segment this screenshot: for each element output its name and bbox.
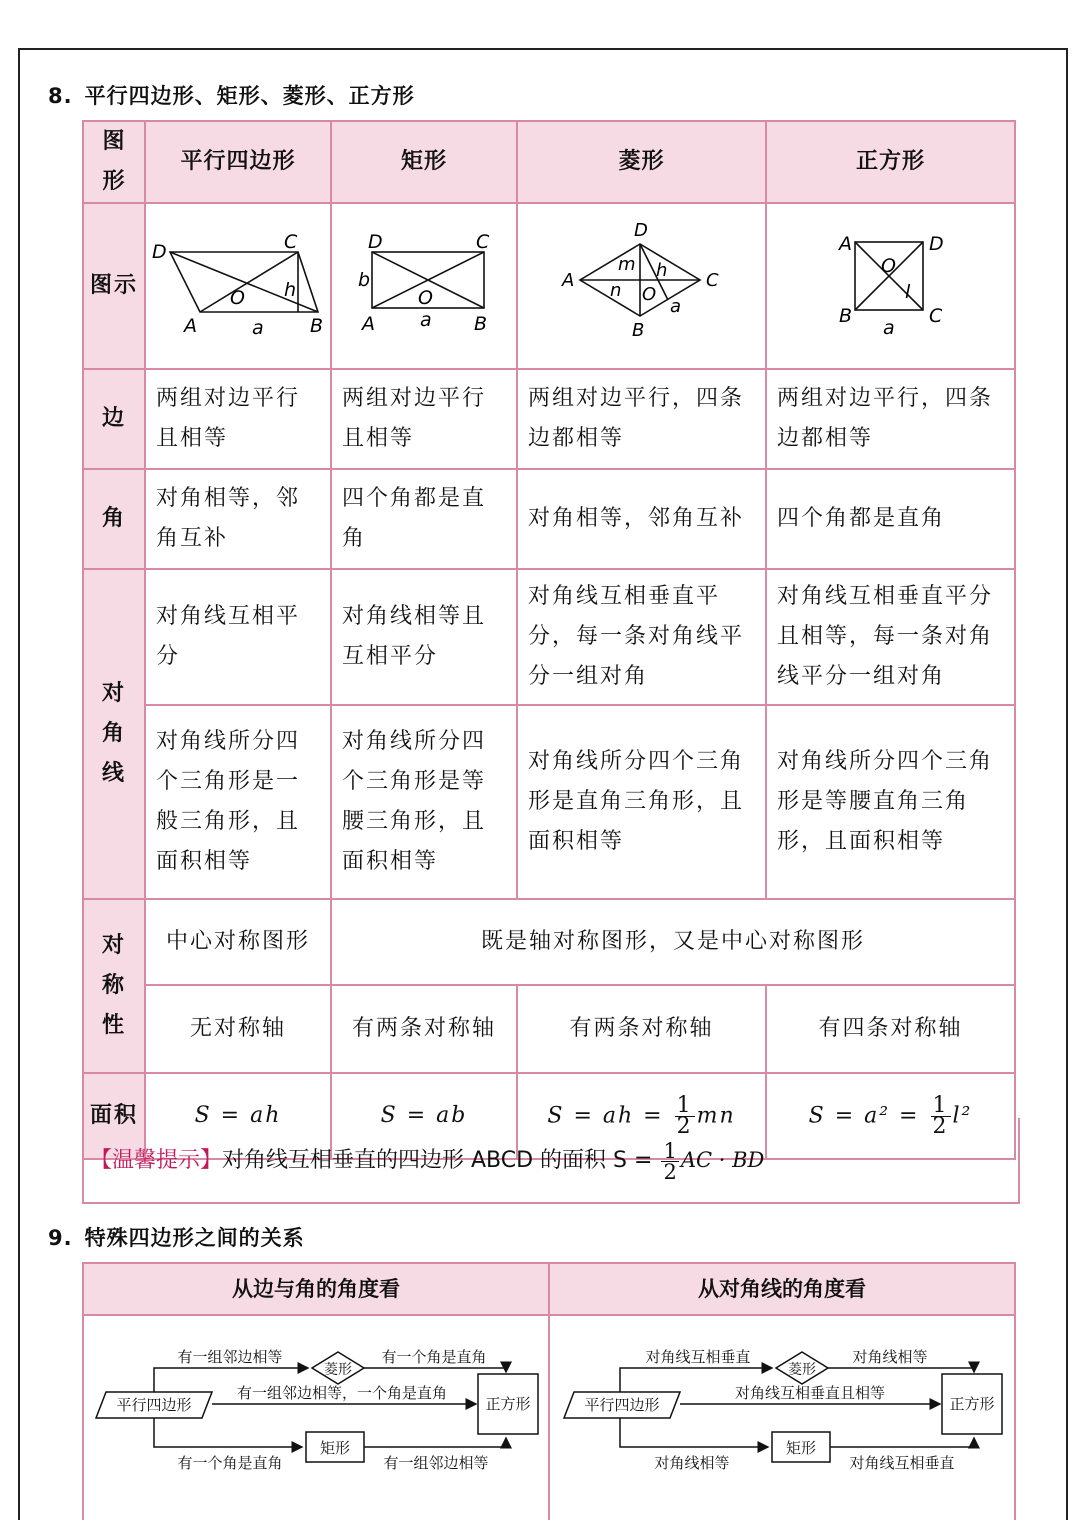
area-rectangle: S = ab [331, 1073, 517, 1159]
square-diagram [767, 204, 1016, 354]
table-row-symmetry-2 [83, 985, 1015, 1073]
diagonal-square: 对角线互相垂直平分且相等，每一条对角线平分一组对角 [766, 569, 1015, 705]
rhombus-node-label: 菱形 [324, 1362, 352, 1378]
edge-label: 对角线相等 [852, 1348, 928, 1366]
height-h-label: h [284, 279, 299, 301]
fraction-numerator: 1 [932, 1092, 949, 1118]
header-figure: 图形 [83, 121, 145, 203]
header-parallelogram: 平行四边形 [145, 121, 331, 203]
side-square: 两组对边平行，四条边都相等 [766, 369, 1015, 469]
edge-label: 有一组邻边相等，一个角是直角 [236, 1384, 448, 1402]
center-O-label: O [418, 287, 435, 309]
row-label-angle: 角 [83, 469, 145, 569]
angle-square: 四个角都是直角 [766, 469, 1015, 569]
table-row-figure [83, 203, 1015, 369]
row-label-area: 面积 [83, 1073, 145, 1159]
side-rhombus: 两组对边平行，四条边都相等 [517, 369, 766, 469]
square-figure-cell [766, 203, 1015, 369]
side-a-label: a [670, 296, 684, 317]
side-a-label: a [420, 309, 434, 331]
symmetry-type-others: 既是轴对称图形，又是中心对称图形 [331, 899, 1015, 985]
side-a-label: a [252, 317, 266, 339]
vertex-D-label: D [152, 241, 169, 263]
center-O-label: O [230, 287, 247, 309]
edge-label: 有一个角是直角 [381, 1348, 487, 1366]
diagonal-m-label: m [618, 254, 638, 275]
angle-rectangle: 四个角都是直角 [331, 469, 517, 569]
area-parallelogram: S = ah [145, 1073, 331, 1159]
table-row-diagonal-1 [83, 569, 1015, 705]
axes-rhombus: 有两条对称轴 [517, 985, 766, 1073]
diagonal-flowchart [550, 1316, 1014, 1520]
section-number: 9. [48, 1226, 73, 1250]
parallelogram-figure-cell [145, 203, 331, 369]
parallelogram-diagram [146, 204, 332, 354]
fraction-denominator: 2 [663, 1159, 677, 1184]
edge-label: 有一组邻边相等 [383, 1454, 489, 1472]
vertex-D-label: D [368, 231, 385, 253]
vertex-B-label: B [839, 305, 855, 327]
diagonal-rhombus: 对角线互相垂直平分，每一条对角线平分一组对角 [517, 569, 766, 705]
diagonal-rectangle: 对角线相等且互相平分 [331, 569, 517, 705]
vertex-B-label: B [474, 313, 490, 335]
section-9-title [48, 1222, 305, 1252]
edge-label: 有一个角是直角 [177, 1454, 283, 1472]
area-rhombus-suffix: mn [696, 1103, 736, 1128]
header-rectangle: 矩形 [331, 121, 517, 203]
table-row-side [83, 369, 1015, 469]
vertex-B-label: B [310, 315, 326, 337]
table-row-diagonal-2 [83, 705, 1015, 899]
edge-label: 对角线相等 [654, 1454, 730, 1472]
axes-square: 有四条对称轴 [766, 985, 1015, 1073]
table-header-row [83, 121, 1015, 203]
section-title-text: 特殊四边形之间的关系 [84, 1226, 305, 1250]
section-number: 8. [48, 84, 73, 108]
symmetry-type-parallelogram: 中心对称图形 [145, 899, 331, 985]
header-square: 正方形 [766, 121, 1015, 203]
side-b-label: b [358, 269, 373, 291]
square-node-label: 正方形 [949, 1395, 995, 1413]
vertex-D-label: D [929, 233, 946, 255]
diagonal-triangles-rectangle: 对角线所分四个三角形是等腰三角形，且面积相等 [331, 705, 517, 899]
row-label-symmetry [83, 899, 145, 1073]
vertex-D-label: D [634, 220, 650, 241]
vertex-C-label: C [706, 270, 721, 291]
axes-parallelogram: 无对称轴 [145, 985, 331, 1073]
rhombus-figure-cell [517, 203, 766, 369]
vertex-A-label: A [839, 233, 854, 255]
vertex-C-label: C [929, 305, 945, 327]
row-label-side: 边 [83, 369, 145, 469]
row-label-figure: 图示 [83, 203, 145, 369]
fraction [661, 1138, 678, 1184]
center-O-label: O [642, 284, 659, 305]
square-node-label: 正方形 [485, 1395, 531, 1413]
edge-label: 有一组邻边相等 [177, 1348, 283, 1366]
vertex-C-label: C [284, 231, 300, 253]
rectangle-diagram [332, 204, 518, 354]
axes-rectangle: 有两条对称轴 [331, 985, 517, 1073]
header-rhombus: 菱形 [517, 121, 766, 203]
edge-label: 对角线互相垂直 [645, 1348, 751, 1366]
rhombus-node-label: 菱形 [788, 1362, 816, 1378]
fraction-denominator: 2 [932, 1113, 949, 1139]
fraction-numerator: 1 [676, 1092, 693, 1118]
vertex-C-label: C [476, 231, 492, 253]
side-rectangle: 两组对边平行且相等 [331, 369, 517, 469]
diagonal-l-label: l [905, 281, 913, 303]
diagonal-triangles-square: 对角线所分四个三角形是等腰直角三角形，且面积相等 [766, 705, 1015, 899]
vertex-B-label: B [632, 320, 647, 341]
row-label-diagonal [83, 569, 145, 899]
diagonal-triangles-parallelogram: 对角线所分四个三角形是一般三角形，且面积相等 [145, 705, 331, 899]
row-label-diagonal-text: 对角线 [101, 681, 126, 786]
diagonal-parallelogram: 对角线互相平分 [145, 569, 331, 705]
side-parallelogram: 两组对边平行且相等 [145, 369, 331, 469]
section-title-text: 平行四边形、矩形、菱形、正方形 [84, 84, 415, 108]
vertex-A-label: A [184, 315, 199, 337]
vertex-A-label: A [362, 313, 377, 335]
center-O-label: O [881, 255, 898, 277]
start-node-label: 平行四边形 [584, 1396, 660, 1414]
diagonal-triangles-rhombus: 对角线所分四个三角形是直角三角形，且面积相等 [517, 705, 766, 899]
rectangle-figure-cell [331, 203, 517, 369]
side-a-label: a [883, 317, 897, 339]
tip-text: 对角线互相垂直的四边形 ABCD 的面积 S = [222, 1148, 653, 1173]
area-square-prefix: S = a² = [808, 1103, 920, 1128]
rectangle-node-label: 矩形 [319, 1439, 351, 1457]
diagonal-n-label: n [610, 280, 624, 301]
height-h-label: h [656, 260, 670, 281]
right-panel-header: 从对角线的角度看 [698, 1277, 866, 1301]
left-panel-header: 从边与角的角度看 [232, 1277, 400, 1301]
table-row-angle [83, 469, 1015, 569]
tip-formula: AC · BD [680, 1148, 765, 1172]
angle-parallelogram: 对角相等，邻角互补 [145, 469, 331, 569]
rectangle-node-label: 矩形 [785, 1439, 817, 1457]
tip-tag: 【温馨提示】 [90, 1148, 223, 1173]
area-square-suffix: l² [952, 1103, 973, 1128]
table-row-symmetry-1 [83, 899, 1015, 985]
row-label-symmetry-text: 对称性 [101, 933, 126, 1038]
side-angle-flowchart [84, 1316, 548, 1520]
fraction-numerator: 1 [663, 1138, 677, 1163]
section-8-title [48, 80, 415, 110]
relationship-panel [82, 1262, 1016, 1520]
angle-rhombus: 对角相等，邻角互补 [517, 469, 766, 569]
start-node-label: 平行四边形 [116, 1396, 192, 1414]
rhombus-diagram [518, 204, 767, 354]
edge-label: 对角线互相垂直且相等 [734, 1384, 886, 1402]
edge-label: 对角线互相垂直 [849, 1454, 955, 1472]
vertex-A-label: A [562, 270, 577, 291]
area-rhombus-prefix: S = ah = [547, 1103, 664, 1128]
fraction-denominator: 2 [676, 1113, 693, 1139]
